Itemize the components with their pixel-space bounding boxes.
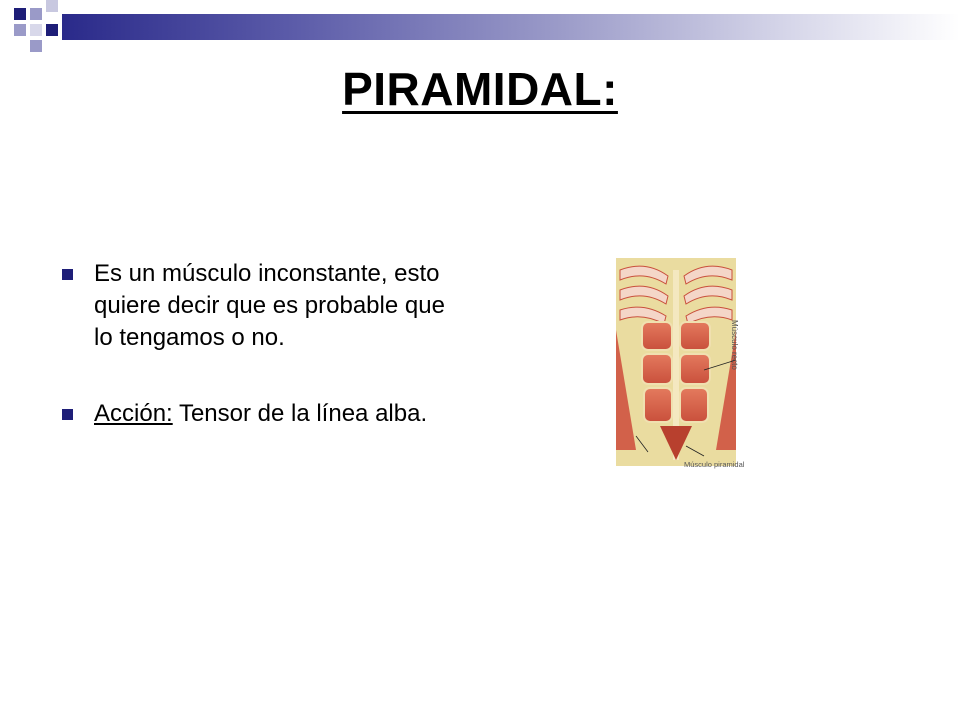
bullet-label: Acción:: [94, 400, 173, 427]
header-decoration: [0, 0, 960, 60]
deco-square: [46, 24, 58, 36]
header-gradient-bar: [62, 14, 960, 40]
bullet-list: [58, 258, 458, 474]
deco-square: [46, 0, 58, 12]
deco-square: [14, 8, 26, 20]
deco-square: [30, 24, 42, 36]
deco-square: [30, 8, 42, 20]
bullet-text: Es un músculo inconstante, esto quiere decir que es probable que lo tengamos o no.: [94, 260, 445, 351]
square-bullet-icon: [62, 409, 73, 420]
square-bullet-icon: [62, 269, 73, 280]
deco-square: [14, 24, 26, 36]
bullet-item: [58, 398, 458, 430]
bullet-text: Tensor de la línea alba.: [172, 400, 428, 427]
deco-square: [30, 40, 42, 52]
abdominal-muscles-illustration: [586, 250, 766, 490]
figure-label-recto: Músculo recto: [730, 320, 739, 370]
slide-title: PIRAMIDAL:: [342, 63, 618, 115]
figure-label-piramidal: Músculo piramidal: [684, 460, 745, 469]
bullet-item: [58, 258, 458, 354]
